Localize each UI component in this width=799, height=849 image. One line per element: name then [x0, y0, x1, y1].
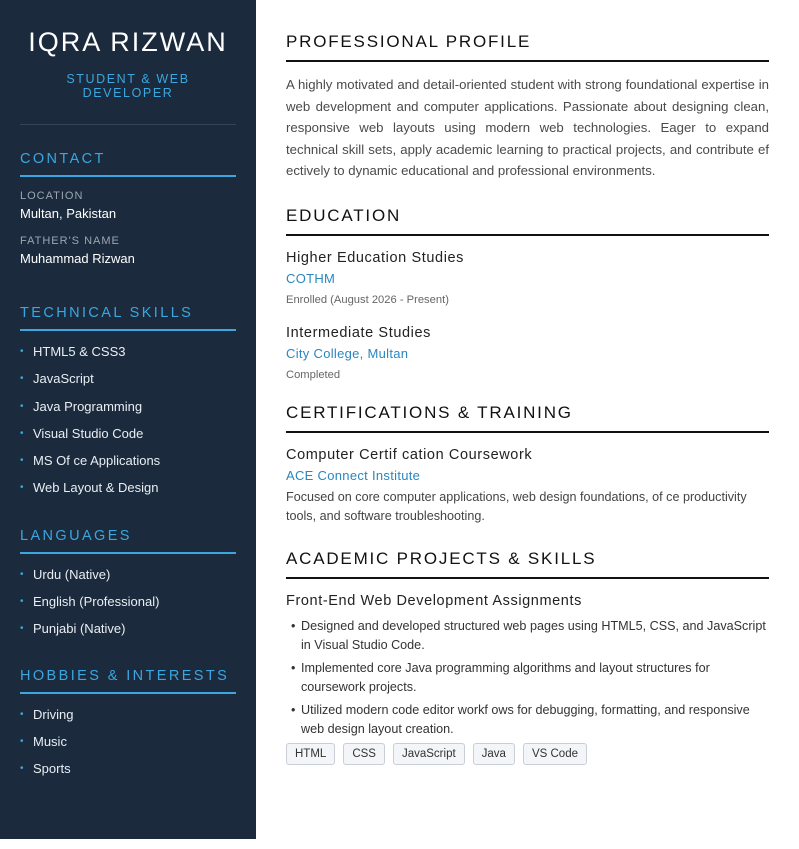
candidate-name: IQRA RIZWAN	[28, 27, 228, 57]
skill-item: • Web Layout & Design	[20, 474, 236, 501]
skill-tag: JavaScript	[393, 743, 465, 765]
technical-skills-heading: TECHNICAL SKILLS	[20, 305, 236, 331]
education-heading: EDUCATION	[286, 206, 769, 236]
certification-description: Focused on core computer applications, web design foundations, of ce productivity tools, and software troubleshooting.	[286, 489, 747, 523]
projects-heading: ACADEMIC PROJECTS & SKILLS	[286, 549, 769, 579]
candidate-role: STUDENT & WEB DEVELOPER	[66, 72, 190, 100]
project-bullet: • Utilized modern code editor workf ows for debugging, formatting, and responsive web design layout creation.	[286, 701, 769, 740]
project-bullet: • Implemented core Java programming algorithms and layout structures for coursework projects.	[286, 659, 769, 698]
project-entry	[286, 593, 769, 765]
project-bullets	[286, 617, 769, 740]
education-title: Intermediate Studies	[286, 324, 431, 341]
skill-tag: VS Code	[523, 743, 587, 765]
languages-heading: LANGUAGES	[20, 528, 236, 554]
education-org: City College, Multan	[286, 345, 409, 361]
skill-item: • Visual Studio Code	[20, 420, 236, 447]
fathers-name-label: FATHER'S NAME	[20, 235, 120, 247]
languages-list	[20, 561, 236, 643]
project-title: Front-End Web Development Assignments	[286, 592, 582, 609]
language-item: • Punjabi (Native)	[20, 615, 236, 642]
location-label: LOCATION	[20, 190, 84, 202]
skill-tag: Java	[473, 743, 515, 765]
sidebar	[0, 0, 256, 839]
location-value: Multan, Pakistan	[20, 206, 117, 221]
education-org: COTHM	[286, 270, 336, 286]
main-content	[286, 0, 769, 765]
certification-org: ACE Connect Institute	[286, 467, 421, 483]
skill-item: • Java Programming	[20, 393, 236, 420]
hobbies-heading: HOBBIES & INTERESTS	[20, 668, 236, 694]
education-status: Completed	[286, 368, 341, 381]
language-item: • English (Professional)	[20, 588, 236, 615]
certification-title: Computer Certif cation Coursework	[286, 446, 533, 463]
education-entry	[286, 325, 769, 381]
certifications-heading: CERTIFICATIONS & TRAINING	[286, 403, 769, 433]
language-item: • Urdu (Native)	[20, 561, 236, 588]
skill-tag: HTML	[286, 743, 335, 765]
skill-item: • MS Of ce Applications	[20, 447, 236, 474]
project-bullet: • Designed and developed structured web pages using HTML5, CSS, and JavaScript in Visual Studio Code.	[286, 617, 769, 656]
hobbies-list	[20, 701, 236, 783]
skill-tag: CSS	[343, 743, 385, 765]
profile-heading: PROFESSIONAL PROFILE	[286, 32, 769, 62]
sidebar-divider	[20, 124, 236, 125]
hobby-item: • Sports	[20, 755, 236, 782]
skill-item: • HTML5 & CSS3	[20, 338, 236, 365]
skill-item: • JavaScript	[20, 365, 236, 392]
fathers-name-value: Muhammad Rizwan	[20, 251, 135, 266]
technical-skills-list	[20, 338, 236, 502]
hobby-item: • Driving	[20, 701, 236, 728]
contact-heading: CONTACT	[20, 151, 236, 177]
education-entry	[286, 250, 769, 306]
certification-entry	[286, 447, 769, 527]
education-status: Enrolled (August 2026 - Present)	[286, 293, 449, 306]
hobby-item: • Music	[20, 728, 236, 755]
profile-text: A highly motivated and detail-oriented student with strong foundational expertise in web development and computer applications. Passionate about designing clean, responsive web layouts using modern web technologies. Eager to expand technical skill sets, apply academic learning to practical projects, and contribute ef ectively to dynamic educational and professional environments.	[286, 77, 769, 178]
education-title: Higher Education Studies	[286, 249, 465, 266]
skill-tags	[286, 743, 769, 765]
